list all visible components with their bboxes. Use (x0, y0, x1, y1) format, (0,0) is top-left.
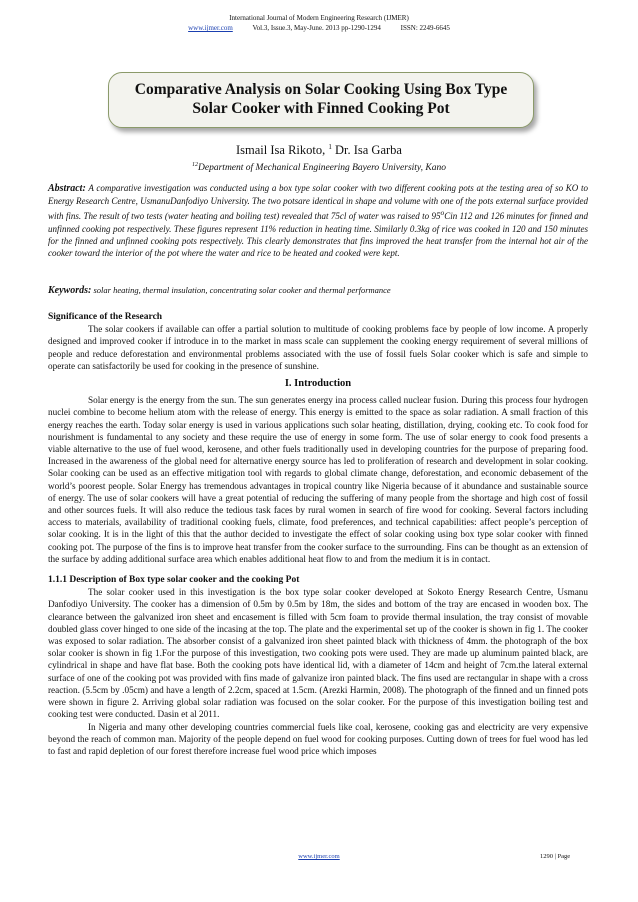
journal-header-line (0, 24, 638, 32)
issn: ISSN: 2249-6645 (400, 24, 450, 32)
abstract-label: Abstract: (48, 183, 86, 194)
authors (0, 143, 638, 158)
title-line-1: Comparative Analysis on Solar Cooking Using Box Type (134, 81, 508, 98)
author-1: Ismail Isa Rikoto, (236, 143, 326, 158)
abstract (48, 182, 588, 259)
author-1-sup: 1 (328, 143, 332, 151)
title-line-2: Solar Cooker with Finned Cooking Pot (192, 100, 450, 117)
footer-url[interactable]: www.ijmer.com (298, 853, 340, 860)
significance-paragraph: The solar cookers if available can offer a partial solution to multitude of cooking problems face by people of low income. A properly designed and improved cooker if introduce in to the market in mass scale can supplement the cooking energy requirement of several millions of people and reduce deforestation and environmental problems associated with the use of fossil fuels Solar cooker which is safe and simple to operate can satisfactorily be used for cooking in the presence of sunshine. (48, 324, 588, 371)
volume-info: Vol.3, Issue.3, May-June. 2013 pp-1290-1294 (252, 24, 381, 32)
introduction-paragraph: Solar energy is the energy from the sun. The sun generates energy ina process called nuclear fusion. During this process four hydrogen nuclei combine to become helium atom with the release of energy. This energy is emitted to the space as solar radiation. A small fraction of this energy reaches the earth. Today solar energy is used in various applications such solar heating, distillation, drying, cooking etc. To cook food for nourishment is fundamental to any society and these require the use of energy in some form. The use of solar energy to cook food presents a viable alternative to the use of fuel wood, kerosene, and other fuels traditionally used in developing countries for the purpose of preparing food. Increased in the awareness of the global need for alternative energy source has led to proliferation of research and development in solar cooking. Solar cooking can be used as an effective mitigation tool with regards to global climate change, deforestation, and economic debasement of the world’s poorest people. Solar Energy has tremendous advantages in tropical country like Nigeria because of it abundance and sustainable source of energy. The use of solar cookers will have a great potential of reducing the suffering of many people from the shortage and high cost of fossil and other sources fuels. It will also reduce the tedious task faces by rural women in search of fire wood for cooking. Several factors including access to materials, availability of traditional cooking fuels, climate, food preferences, and technical capabilities: affect people’s perception of solar cooking. It is in the light of this that the author decided to investigate the effect of solar cooking using box type solar cooker with finned cooking pot. The purpose of the fins is to improve heat transfer from the cooker surface to the surrounding. Fins can be thought as an extension of the surface by adding additional surface area which enables additional heat flow to and from the medium it is in contact. (48, 395, 588, 564)
introduction-heading: I. Introduction (284, 378, 352, 390)
keywords-text: solar heating, thermal insulation, concentrating solar cooker and thermal performance (91, 285, 391, 295)
journal-name: International Journal of Modern Engineering Research (IJMER) (229, 14, 409, 22)
section-1-1-1-paragraph-1: The solar cooker used in this investigation is the box type solar cooker developed at Sokoto Energy Research Centre, Usmanu Danfodiyo University. The cooker has a dimension of 0.5m by 0.5m by 18m, the sides and bottom of the tray are encased in wooden box. The clearance between the galvanized iron sheet and encasement is filled with 5cm foam to provide thermal insulation, the tray consist of movable doubled glass cover hinged to one side of the incasing at the top. The plate and the experimental set up of the cooker is shown in fig 1. The cooker was exposed to solar radiation. The absorber consist of a galvanized iron sheet painted black with thickness of 4mm. the photograph of the box solar cooker is shown in fig 1.For the purpose of this investigation, two cooking pots were used. They are made up aluminum painted black, are cylindrical in shape and have flat base. Both the cooking pots have identical lid, with a diameter of 14cm and height of 7cm.the lateral external surface of one of the cooking pot was provided with fins made of galvanize iron painted black. The fins used are rectangular in shape with a cross reaction. (5.5cm by .05cm) and have a length of 2.2cm, spaced at 1.5cm. (Arezki Harmin, 2008). The photograph of the finned and un finned pots were shown in figure 2. Arriving global solar radiation was focused on the solar cooker. For the purpose of this investigation boiling test and cooking test were conducted. Dasin et al 2011. (48, 587, 588, 720)
journal-url-link[interactable]: www.ijmer.com (188, 24, 233, 32)
keywords-label: Keywords: (48, 285, 92, 296)
degree-sup: o (440, 208, 445, 218)
abstract-text-b: Cin 112 and 126 minutes for finned and unfinned cooking pot respectively. These figures represent 11% reduction in heating time. Similarly 0.3kg of rice was cooked in 120 and 150 minutes for the finned and unfinned cooking pots respectively. This clearly demonstrates that fins improved the heat transfer from the internal hot air of the cooker toward the interior of the pot where the water and rice to be heated and cooked were kept. (48, 211, 588, 259)
keywords (48, 285, 588, 296)
body-text (48, 311, 588, 757)
abstract-text-a: A comparative investigation was conducted using a box type solar cooker with two different cooking pots at the testing area of so KO to Energy Research Centre, UsmanuDanfodiyo University. The two potsare identical in shape and volume with one of the pots external surface provided with fins. The result of two tests (water heating and boiling test) revealed that 75cl of water was raised to 95 (48, 183, 588, 222)
affiliation-sup: 12 (192, 162, 199, 168)
significance-heading: Significance of the Research (48, 312, 163, 322)
paper-title (109, 80, 533, 118)
page-number: 1290 | Page (540, 853, 571, 860)
section-1-1-1-paragraph-2: In Nigeria and many other developing countries commercial fuels like coal, kerosene, cooking gas and electricity are very expensive beyond the reach of common man. Majority of the people depend on fuel wood for cooking purposes. Cutting down of trees for fuel wood has led to fast and rapid depletion of our forest therefore increase fuel wood price which imposes (48, 721, 588, 756)
title-box (108, 72, 534, 128)
affiliation-text: Department of Mechanical Engineering Bayero University, Kano (198, 163, 446, 174)
spacer (48, 565, 588, 574)
section-1-1-1-heading: 1.1.1 Description of Box type solar cooker and the cooking Pot (48, 575, 300, 586)
affiliation (0, 162, 638, 173)
author-2: Dr. Isa Garba (334, 143, 402, 158)
